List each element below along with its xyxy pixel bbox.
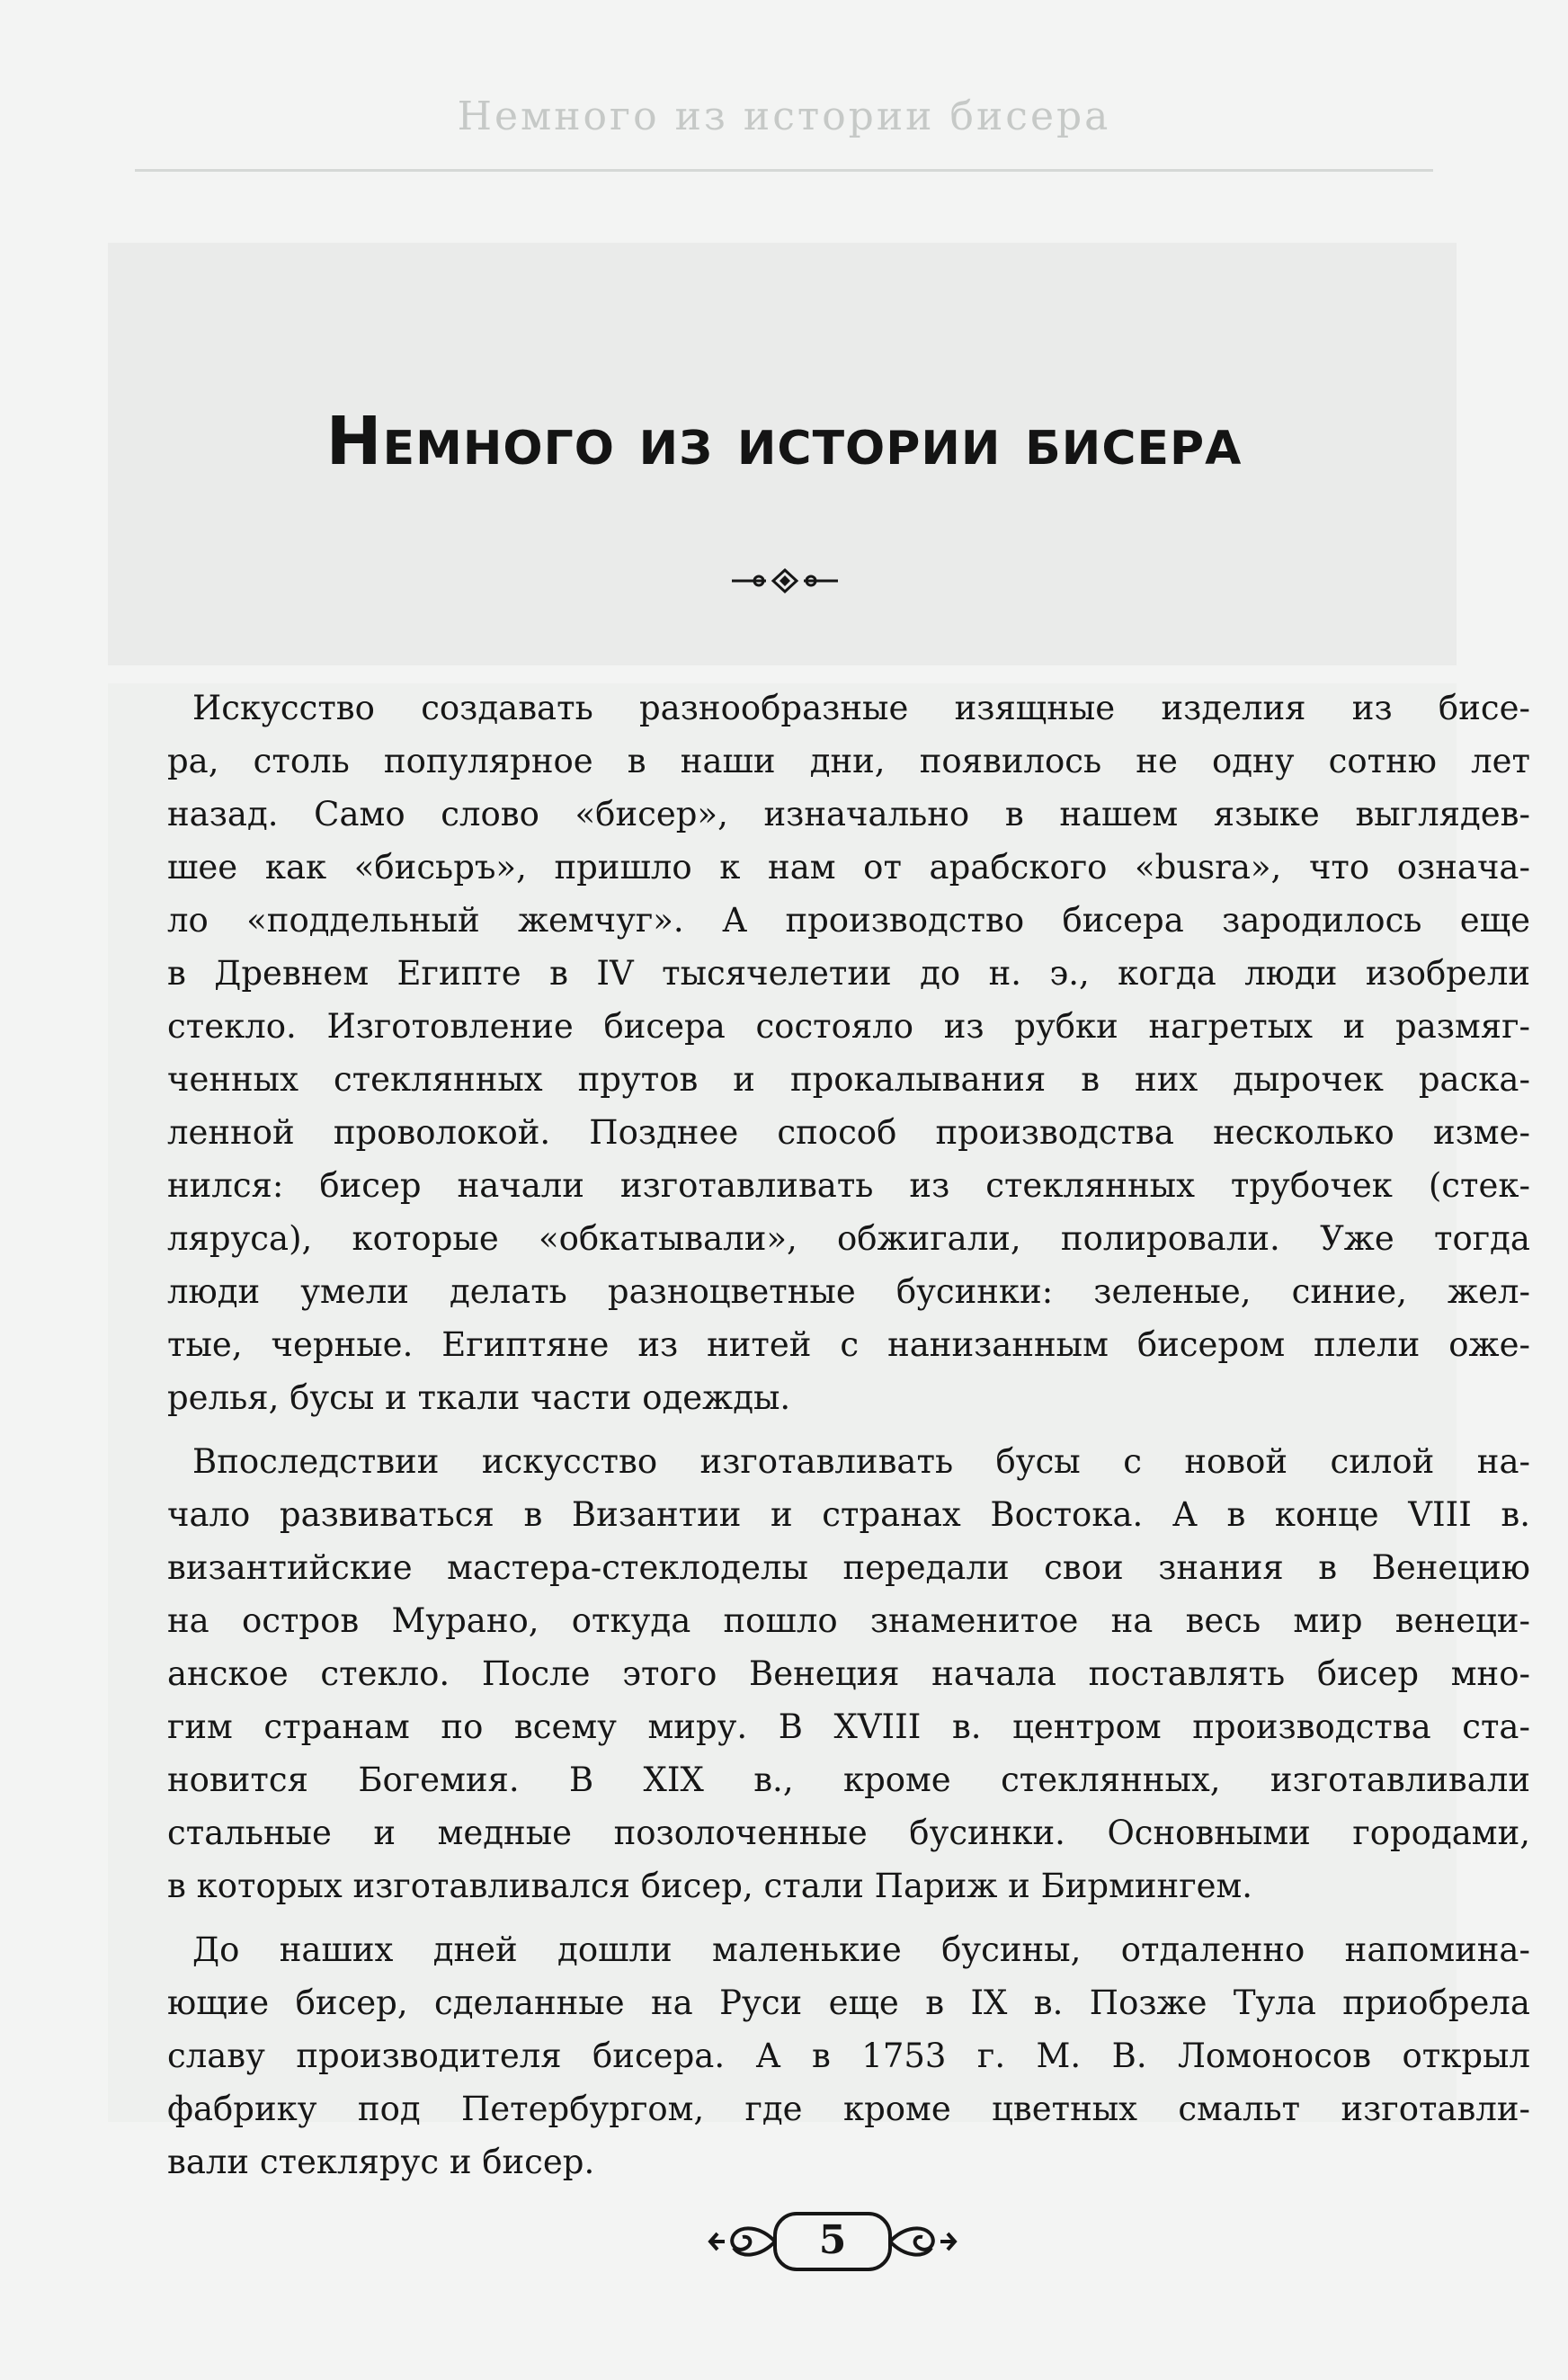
text-line: стальные и медные позолоченные бусинки. Основными городами, <box>167 1814 1530 1852</box>
text-line: релья, бусы и ткали части одежды. <box>167 1378 791 1417</box>
text-line: стекло. Изготовление бисера состояло из рубки нагретых и размяг- <box>167 1007 1530 1046</box>
text-line: назад. Само слово «бисер», изначально в нашем языке выглядев- <box>167 795 1530 833</box>
title-ornament <box>726 565 843 597</box>
text-line: Впоследствии искусство изготавливать бусы с новой силой на- <box>192 1442 1530 1481</box>
text-line: византийские мастера-стеклоделы передали свои знания в Венецию <box>167 1548 1530 1587</box>
text-line: ющие бисер, сделанные на Руси еще в IX в. Позже Тула приобрела <box>167 1983 1530 2022</box>
page-footer <box>698 2206 967 2278</box>
text-line: на остров Мурано, откуда пошло знаменитое на весь мир венеци- <box>167 1601 1530 1640</box>
paragraph <box>167 1435 1530 1912</box>
text-line: в которых изготавливался бисер, стали Париж и Бирмингем. <box>167 1867 1253 1905</box>
text-line: в Древнем Египте в IV тысячелетии до н. э., когда люди изобрели <box>167 954 1530 993</box>
text-line: люди умели делать разноцветные бусинки: зеленые, синие, жел- <box>167 1272 1530 1311</box>
text-line: ляруса), которые «обкатывали», обжигали, полировали. Уже тогда <box>167 1219 1530 1258</box>
chapter-title: Немного из истории бисера <box>325 403 1243 480</box>
text-line: гим странам по всему миру. В XVIII в. центром производства ста- <box>167 1707 1530 1746</box>
text-line: фабрику под Петербургом, где кроме цветных смальт изготавли- <box>167 2090 1530 2128</box>
page-number: 5 <box>818 2217 847 2263</box>
ghost-header-rule <box>135 169 1433 172</box>
text-line: анское стекло. После этого Венеция начала поставлять бисер мно- <box>167 1654 1530 1693</box>
text-line: шее как «бисьръ», пришло к нам от арабского «busra», что означа- <box>167 848 1530 887</box>
text-line: чало развиваться в Византии и странах Востока. А в конце VIII в. <box>167 1495 1530 1534</box>
text-line: вали стеклярус и бисер. <box>167 2143 595 2181</box>
ghost-running-header: Немного из истории бисера <box>457 94 1111 139</box>
text-line: ло «поддельный жемчуг». А производство бисера зародилось еще <box>167 901 1530 940</box>
text-line: ченных стеклянных прутов и прокалывания в них дырочек раска- <box>167 1060 1530 1099</box>
text-line: нился: бисер начали изготавливать из стеклянных трубочек (стек- <box>167 1166 1530 1205</box>
text-line: славу производителя бисера. А в 1753 г. М. В. Ломоносов открыл <box>167 2037 1530 2075</box>
text-line: новится Богемия. В XIX в., кроме стеклянных, изготавливали <box>167 1760 1530 1799</box>
text-line: До наших дней дошли маленькие бусины, отдаленно напомина- <box>192 1930 1530 1969</box>
text-line: тые, черные. Египтяне из нитей с нанизанным бисером плели оже- <box>167 1325 1530 1364</box>
text-line: ра, столь популярное в наши дни, появилось не одну сотню лет <box>167 742 1530 780</box>
text-line: ленной проволокой. Позднее способ производства несколько изме- <box>167 1113 1530 1152</box>
body-text <box>167 682 1530 2199</box>
text-line: Искусство создавать разнообразные изящные изделия из бисе- <box>192 689 1530 727</box>
paragraph <box>167 1923 1530 2188</box>
paragraph <box>167 682 1530 1424</box>
